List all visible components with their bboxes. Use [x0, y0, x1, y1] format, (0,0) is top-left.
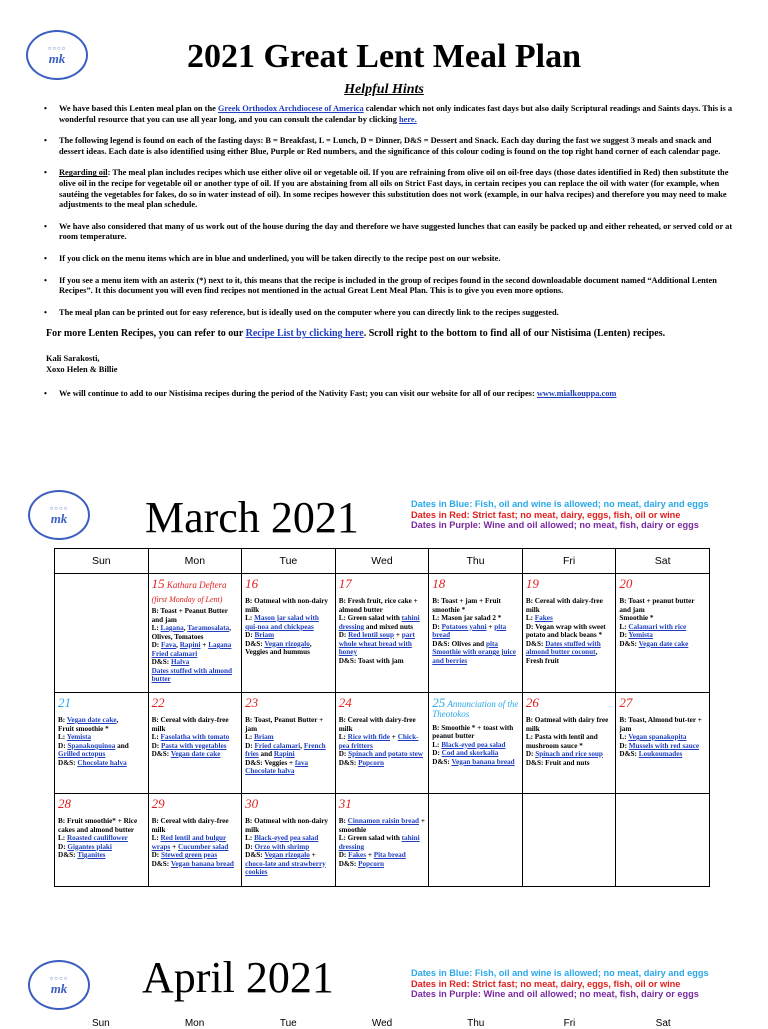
april-weekday-sat: Sat	[655, 1018, 671, 1029]
meal-line: L: Rice with fide + Chick-pea fritters	[338, 733, 419, 750]
meal-line: D&S: Tiganites	[58, 851, 106, 859]
meal-line: L: Fakes	[525, 614, 553, 622]
legend-red: Dates in Red: Strict fast; no meat, dairy, eggs, fish, oil or wine	[411, 509, 681, 520]
day-number: 15	[151, 576, 165, 591]
recipe-link[interactable]: tahini dressing	[338, 614, 420, 631]
hints-section	[44, 104, 734, 411]
recipe-link[interactable]: Fried calamari	[254, 741, 301, 750]
meal-line: Veggies and hummus	[245, 648, 310, 656]
calendar-day-18	[429, 574, 523, 693]
meal-line: D&S: Toast with jam	[338, 656, 404, 665]
recipe-link[interactable]: Potatoes yahni	[441, 622, 487, 631]
hint-text: The following legend is found on each of the fasting days: B = Breakfast, L = Lunch, D = Dinner, D&S = Dessert and Snack. Each day during the fast we suggest 3 meals and snack and dessert ideas. Each date is also identified using either Blue, Purple or Red numbers, and the significance of this colour coding is found on the top right hand corner of each calendar page.	[59, 136, 721, 156]
hint-lead: Regarding oil	[59, 168, 108, 178]
calendar-day-empty	[616, 794, 710, 887]
feast-name: Annunciation of the Theotokos	[432, 699, 519, 719]
recipe-link[interactable]: Briam	[254, 733, 274, 741]
hint-item	[44, 222, 734, 243]
recipe-link[interactable]: Briam	[254, 631, 275, 639]
meal-line: B: Oatmeal with non-dairy milk	[245, 597, 328, 614]
meal-line	[152, 667, 239, 684]
recipe-link[interactable]: Spanakoquinoa	[67, 741, 116, 750]
meal-line: D&S: Vegan rizogalo + choco-late and strawberry cookies	[245, 851, 326, 876]
day-number: 24	[338, 695, 352, 710]
hint-item	[44, 308, 734, 319]
recipe-link[interactable]: Rapini	[179, 641, 201, 649]
hint-item	[44, 104, 734, 125]
recipe-link[interactable]: Vegan rizogalo	[264, 851, 310, 859]
calendar-day-17	[335, 574, 429, 693]
meal-line: D: Mussels with red sauce	[619, 741, 700, 750]
day-number: 29	[151, 796, 165, 811]
recipe-link[interactable]: Cod and skorkalia	[441, 749, 499, 757]
hint-text: If you click on the menu items which are in blue and underlined, you will be taken directly to the recipe post on our website.	[59, 253, 501, 263]
signature-line: Kali Sarakosti,	[46, 353, 100, 363]
meal-line: D: Red lentil soup + part whole wheat bread with honey	[338, 631, 415, 656]
calendar-day-22	[148, 693, 242, 794]
meal-line: D: Briam	[245, 631, 275, 639]
meal-line: B: Fresh fruit, rice cake + almond butter	[338, 597, 418, 614]
hints-heading: Helpful Hints	[344, 82, 424, 97]
signature	[46, 354, 734, 375]
meal-line: D&S: Vegan rizogalo,	[245, 639, 312, 648]
weekday-sun: Sun	[55, 549, 149, 574]
recipe-link[interactable]: Pita bread	[373, 851, 406, 859]
recipe-link[interactable]: Lagana	[160, 624, 184, 632]
recipe-link[interactable]: pita bread	[432, 622, 507, 639]
weekday-thu: Thu	[429, 549, 523, 574]
recipe-link[interactable]: Grilled octopus	[58, 750, 106, 758]
meal-line: L: Pasta with lentil and mushroom sauce *	[525, 733, 598, 750]
march-title: March 2021	[145, 493, 359, 542]
day-number: 30	[245, 796, 259, 811]
meal-line: D&S: Popcorn	[338, 758, 385, 767]
recipe-link[interactable]: Chocolate halva	[245, 767, 295, 775]
recipe-link[interactable]: Vegan date cake	[170, 750, 221, 758]
meal-line: D&S: Olives and pita	[432, 639, 498, 648]
recipe-link[interactable]: Stewed green peas	[160, 851, 218, 859]
goarch-link[interactable]: Greek Orthodox Archdiocese of America	[217, 104, 364, 113]
mialkouppa-logo	[28, 960, 90, 1010]
calendar-day-20	[616, 574, 710, 693]
recipe-link[interactable]: Fava	[160, 641, 177, 649]
recipe-link[interactable]: fava	[294, 758, 309, 767]
mialkouppa-logo	[28, 490, 90, 540]
recipe-link[interactable]: Tiganites	[77, 851, 106, 859]
logo-dots: ○○○○	[49, 975, 69, 982]
hint-text: calendar which not only indicates fast days but also daily Scriptural readings and Saints days. This is a wonderful resource that you can use all year long, and you can consult the calendar by clicking	[59, 104, 733, 124]
day-number: 20	[619, 576, 633, 591]
meal-line: D: Fava, Rapini + Lagana	[151, 641, 232, 649]
april-weekday-fri: Fri	[563, 1018, 576, 1029]
more-text: . Scroll right to the bottom to find all of our Nistisima (Lenten) recipes.	[363, 328, 666, 340]
calendar-day-25	[429, 693, 523, 794]
recipe-link[interactable]: Fried calamari	[151, 649, 198, 658]
page-title: 2021 Great Lent Meal Plan	[186, 38, 582, 75]
meal-line	[58, 750, 145, 759]
day-number: 25	[432, 695, 446, 710]
recipe-link[interactable]: Red lentil and bulgur wraps	[151, 834, 227, 851]
more-recipes	[46, 329, 734, 340]
meal-line: B: Fruit smoothie* + Rice cakes and almond butter	[58, 817, 138, 834]
recipe-link[interactable]: Mussels with red sauce	[628, 741, 700, 750]
recipe-link[interactable]: Calamari with rice	[628, 622, 687, 631]
recipe-link[interactable]: Smoothie with orange juice and berries	[432, 648, 516, 665]
recipe-link[interactable]: choco-late and strawberry cookies	[245, 859, 326, 876]
calendar-day-21	[55, 693, 149, 794]
recipe-link[interactable]: Vegan banana bread	[170, 859, 234, 868]
hint-item	[44, 136, 734, 157]
legend-purple: Dates in Purple: Wine and oil allowed; no meat, fish, dairy or eggs	[411, 989, 699, 1000]
meal-line: D&S: Halva	[151, 658, 190, 666]
recipe-link[interactable]: French fries	[245, 741, 326, 758]
recipe-list-link[interactable]: Recipe List by clicking here	[245, 328, 364, 340]
recipe-link[interactable]: Mason jar salad with qui-noa and chickpeas	[245, 614, 319, 631]
meal-line: Smoothie *	[619, 614, 654, 622]
signature-line: Xoxo Helen & Billie	[46, 364, 118, 374]
meal-line	[245, 767, 332, 776]
meal-line: B: Cereal with dairy-free milk	[525, 597, 603, 614]
april-weekday-sun: Sun	[91, 1018, 110, 1029]
recipe-link[interactable]: Fakes	[534, 614, 553, 622]
meal-line: L: Green salad with tahini dressing and mixed nuts	[338, 614, 420, 631]
feast-subtitle: (first Monday of Lent)	[151, 595, 223, 604]
meal-line: Fruit smoothie *	[58, 724, 109, 733]
recipe-link[interactable]: Cinnamon raisin bread	[347, 817, 420, 825]
day-number: 27	[619, 695, 633, 710]
calendar-day-15	[148, 574, 242, 693]
hint-text: We have also considered that many of us work out of the house during the day and therefore we have suggested lunches that can easily be packed up and either reheated, or served cold or at room temperature.	[59, 221, 733, 242]
recipe-link[interactable]: Fasolatha with tomato	[160, 733, 230, 741]
logo-dots: ○○○○	[49, 505, 69, 512]
calendar-day-26	[522, 693, 616, 794]
recipe-link[interactable]: Black-eyed pea salad	[441, 740, 506, 749]
meal-line: D&S: Dates stuffed with almond butter coconut, Fresh fruit	[525, 639, 601, 665]
march-legend	[411, 499, 709, 531]
recipe-link[interactable]: tahini dressing	[338, 834, 420, 851]
hint-item	[44, 254, 734, 265]
logo-text: mk	[50, 980, 68, 996]
recipe-link[interactable]: Halva	[170, 658, 190, 666]
recipe-link[interactable]: Taramosalata	[187, 624, 230, 632]
day-number: 26	[525, 695, 539, 710]
calendar-day-28	[55, 794, 149, 887]
meal-line: B: Cinnamon raisin bread + smoothie	[338, 817, 425, 834]
legend-red: Dates in Red: Strict fast; no meat, dairy, eggs, fish, oil or wine	[411, 978, 681, 989]
calendar-day-24	[335, 693, 429, 794]
feast-name: Kathara Deftera	[164, 580, 227, 590]
recipe-link[interactable]: Chocolate halva	[77, 758, 127, 767]
april-title: April 2021	[142, 953, 334, 1002]
weekday-header	[55, 549, 710, 574]
meal-line: D&S: Veggies + fava	[245, 758, 309, 767]
meal-line: L: Vegan spanakopita	[619, 733, 687, 741]
weekday-tue: Tue	[242, 549, 336, 574]
meal-line: D&S: Vegan date cake	[619, 639, 689, 648]
recipe-link[interactable]: Spinach and rice soup	[535, 750, 603, 758]
april-legend	[411, 968, 709, 1000]
day-number: 31	[338, 796, 352, 811]
meal-line: B: Cereal with dairy-free milk	[338, 716, 416, 733]
meal-line: L: Red lentil and bulgur wraps + Cucumber salad	[151, 834, 229, 851]
recipe-link[interactable]: Vegan spanakopita	[628, 733, 687, 741]
logo-text: mk	[50, 510, 68, 526]
calendar-day-19	[522, 574, 616, 693]
hint-text: We will continue to add to our Nistisima recipes during the period of the Nativity Fast; you can visit our website for all of our recipes:	[59, 389, 537, 399]
april-weekday-mon: Mon	[184, 1018, 205, 1029]
recipe-link[interactable]: Orzo with shrimp	[254, 842, 310, 851]
legend-blue: Dates in Blue: Fish, oil and wine is allowed; no meat, dairy and eggs	[411, 968, 709, 978]
weekday-sat: Sat	[616, 549, 710, 574]
hint-text: If you see a menu item with an asterix (*) next to it, this means that the recipe is included in the group of recipes found in the second downloadable document named “Additional Lenten Recipes”. It this document you will even find recipes not mentioned in the actual Great Lent Meal Plan. This is to give you even more options.	[59, 275, 717, 296]
meal-line: D: Gigantes plaki	[58, 842, 112, 851]
calendar-here-link[interactable]: here.	[398, 114, 417, 124]
recipe-link[interactable]: Loukoumades	[638, 750, 683, 758]
recipe-link[interactable]: Vegan date cake	[638, 639, 689, 648]
legend-blue: Dates in Blue: Fish, oil and wine is allowed; no meat, dairy and eggs	[411, 499, 709, 509]
day-number: 19	[525, 576, 539, 591]
meal-line: B: Cereal with dairy-free milk	[151, 817, 229, 834]
recipe-link[interactable]: Yemista	[628, 631, 653, 639]
recipe-link[interactable]: Cucumber salad	[178, 842, 229, 851]
calendar-day-30	[242, 794, 336, 887]
day-number: 17	[338, 576, 352, 591]
meal-line: D: Spinach and rice soup	[525, 750, 603, 758]
meal-line: L: Roasted cauliflower	[58, 834, 128, 842]
recipe-link[interactable]: Popcorn	[358, 859, 385, 868]
meal-line: L: Yemista	[58, 733, 92, 741]
meal-line	[432, 648, 519, 665]
recipe-link[interactable]: Chick-pea fritters	[338, 733, 419, 750]
recipe-link[interactable]: Vegan date cake	[66, 716, 117, 724]
day-number: 28	[58, 796, 71, 811]
meal-line: L: Lagana, Taramosalata,	[151, 624, 232, 632]
march-calendar	[54, 548, 710, 887]
calendar-day-27	[616, 693, 710, 794]
hint-item	[44, 276, 734, 297]
meal-line: D: Orzo with shrimp	[245, 842, 310, 851]
hint-text: : The meal plan includes recipes which use either olive oil or vegetable oil. If you are refraining from olive oil on oil-free days (those dates identified in Red) then substitute the olive oil in the recipe for vegetable oil or another type of oil. If you are abstaining from all oils on Strict Fast days, in certain recipes you can replace the oil with water (for example, when sautéing the vegetables for fakes, do so in water instead of oil). In some recipes however this substitution does not work (example, in our halva recipes) and therefore you may need to make adjustments to the meal plan schedule.	[59, 168, 729, 210]
day-number: 16	[245, 576, 259, 591]
meal-line: L: Black-eyed pea salad	[245, 834, 319, 842]
day-number: 22	[151, 695, 165, 710]
recipe-link[interactable]: Black-eyed pea salad	[254, 834, 319, 842]
meal-line: D&S: Vegan banana bread	[151, 859, 234, 868]
meal-line: D&S: Chocolate halva	[58, 758, 127, 767]
meal-line: D: Stewed green peas	[151, 851, 218, 859]
recipe-link[interactable]: Gigantes plaki	[67, 842, 112, 851]
meal-line: B: Toast, Peanut Butter + jam	[245, 716, 324, 733]
logo-text: mk	[48, 50, 66, 66]
meal-line: B: Toast + jam + Fruit smoothie *	[432, 597, 501, 614]
hint-item	[44, 389, 734, 400]
meal-line: D: Fried calamari, French fries and Rapini	[245, 741, 326, 758]
website-link[interactable]: www.mialkouppa.com	[536, 389, 617, 399]
april-weekday-tue: Tue	[279, 1018, 297, 1029]
meal-line: B: Oatmeal with dairy free milk	[525, 716, 609, 733]
recipe-link[interactable]: Rice with fide	[347, 733, 390, 741]
weekday-mon: Mon	[148, 549, 242, 574]
recipe-link[interactable]: Red lentil soup	[348, 631, 395, 639]
calendar-day-16	[242, 574, 336, 693]
meal-line: L: Black-eyed pea salad	[432, 740, 506, 749]
calendar-day-31	[335, 794, 429, 887]
meal-line: B: Oatmeal with non-dairy milk	[245, 817, 328, 834]
meal-line: D: Spinach and potato stew	[338, 750, 423, 758]
calendar-week	[55, 794, 710, 887]
meal-line: D: Potatoes yahni + pita bread	[432, 622, 507, 639]
recipe-link[interactable]: Dates stuffed with almond butter	[151, 666, 233, 683]
recipe-link[interactable]: pita	[485, 639, 498, 648]
hint-text: The meal plan can be printed out for easy reference, but is ideally used on the computer where you can directly link to the recipes suggested.	[59, 307, 559, 317]
meal-line: D: Cod and skorkalia	[432, 749, 499, 757]
more-text: For more Lenten Recipes, you can refer to our	[46, 328, 246, 340]
meal-line: D&S: Fruit and nuts	[525, 758, 590, 767]
meal-line	[152, 650, 239, 659]
meal-line: L: Green salad with tahini dressing	[338, 834, 420, 851]
meal-line: D: Spanakoquinoa and	[58, 741, 129, 750]
meal-line: B: Vegan date cake,	[58, 716, 119, 724]
meal-line: L: Mason jar salad with qui-noa and chickpeas	[245, 614, 319, 631]
calendar-day-empty	[522, 794, 616, 887]
meal-line: D: Yemista	[619, 631, 653, 639]
day-number: 21	[58, 695, 71, 710]
recipe-link[interactable]: Vegan rizogalo	[264, 639, 310, 648]
hint-item	[44, 168, 734, 210]
hint-text: We have based this Lenten meal plan on the	[59, 104, 218, 113]
calendar-day-empty	[55, 574, 149, 693]
calendar-week	[55, 574, 710, 693]
april-weekday-wed: Wed	[371, 1018, 393, 1029]
recipe-link[interactable]: Pasta with vegetables	[160, 741, 227, 750]
meal-line: D&S: Vegan date cake	[151, 750, 221, 758]
recipe-link[interactable]: part whole wheat bread with honey	[338, 631, 415, 656]
meal-line: B: Toast, Almond but-ter + jam	[619, 716, 702, 733]
calendar-day-23	[242, 693, 336, 794]
calendar-day-29	[148, 794, 242, 887]
legend-purple: Dates in Purple: Wine and oil allowed; no meat, fish, dairy or eggs	[411, 520, 699, 531]
recipe-link[interactable]: Lagana	[208, 641, 232, 649]
meal-line: D&S: Vegan banana bread	[432, 757, 515, 766]
recipe-link[interactable]: Roasted cauliflower	[66, 834, 128, 842]
weekday-fri: Fri	[522, 549, 616, 574]
day-number: 18	[432, 576, 446, 591]
day-number: 23	[245, 695, 259, 710]
meal-line: D&S: Loukoumades	[619, 750, 683, 758]
recipe-link[interactable]: Rapini	[273, 750, 295, 758]
meal-line: L: Fasolatha with tomato	[151, 733, 230, 741]
meal-line: L: Mason jar salad 2 *	[432, 614, 502, 622]
recipe-link[interactable]: Fakes	[348, 851, 367, 859]
recipe-link[interactable]: Popcorn	[358, 758, 385, 767]
meal-line: Olives, Tomatoes	[151, 632, 204, 641]
meal-line: B: Cereal with dairy-free milk	[151, 716, 229, 733]
logo-dots: ○○○○	[47, 45, 67, 52]
meal-line: D&S: Popcorn	[338, 859, 385, 868]
meal-line: L: Briam	[245, 733, 274, 741]
recipe-link[interactable]: Dates stuffed with almond butter coconut	[525, 639, 601, 656]
meal-line: B: Smoothie * + toast with peanut butter	[432, 723, 514, 740]
meal-line: B: Toast + peanut butter and jam	[619, 597, 695, 614]
recipe-link[interactable]: Vegan banana bread	[451, 757, 515, 766]
weekday-wed: Wed	[335, 549, 429, 574]
meal-line: D: Fakes + Pita bread	[338, 851, 406, 859]
recipe-link[interactable]: Yemista	[66, 733, 92, 741]
calendar-week	[55, 693, 710, 794]
april-weekday-thu: Thu	[467, 1018, 485, 1029]
calendar-day-empty	[429, 794, 523, 887]
meal-line: D: Vegan wrap with sweet potato and black beans *	[525, 622, 606, 639]
meal-line: D: Pasta with vegetables	[151, 741, 227, 750]
meal-line: B: Toast + Peanut Butter and jam	[151, 607, 228, 624]
recipe-link[interactable]: Spinach and potato stew	[348, 750, 423, 758]
meal-line: L: Calamari with rice	[619, 622, 687, 631]
